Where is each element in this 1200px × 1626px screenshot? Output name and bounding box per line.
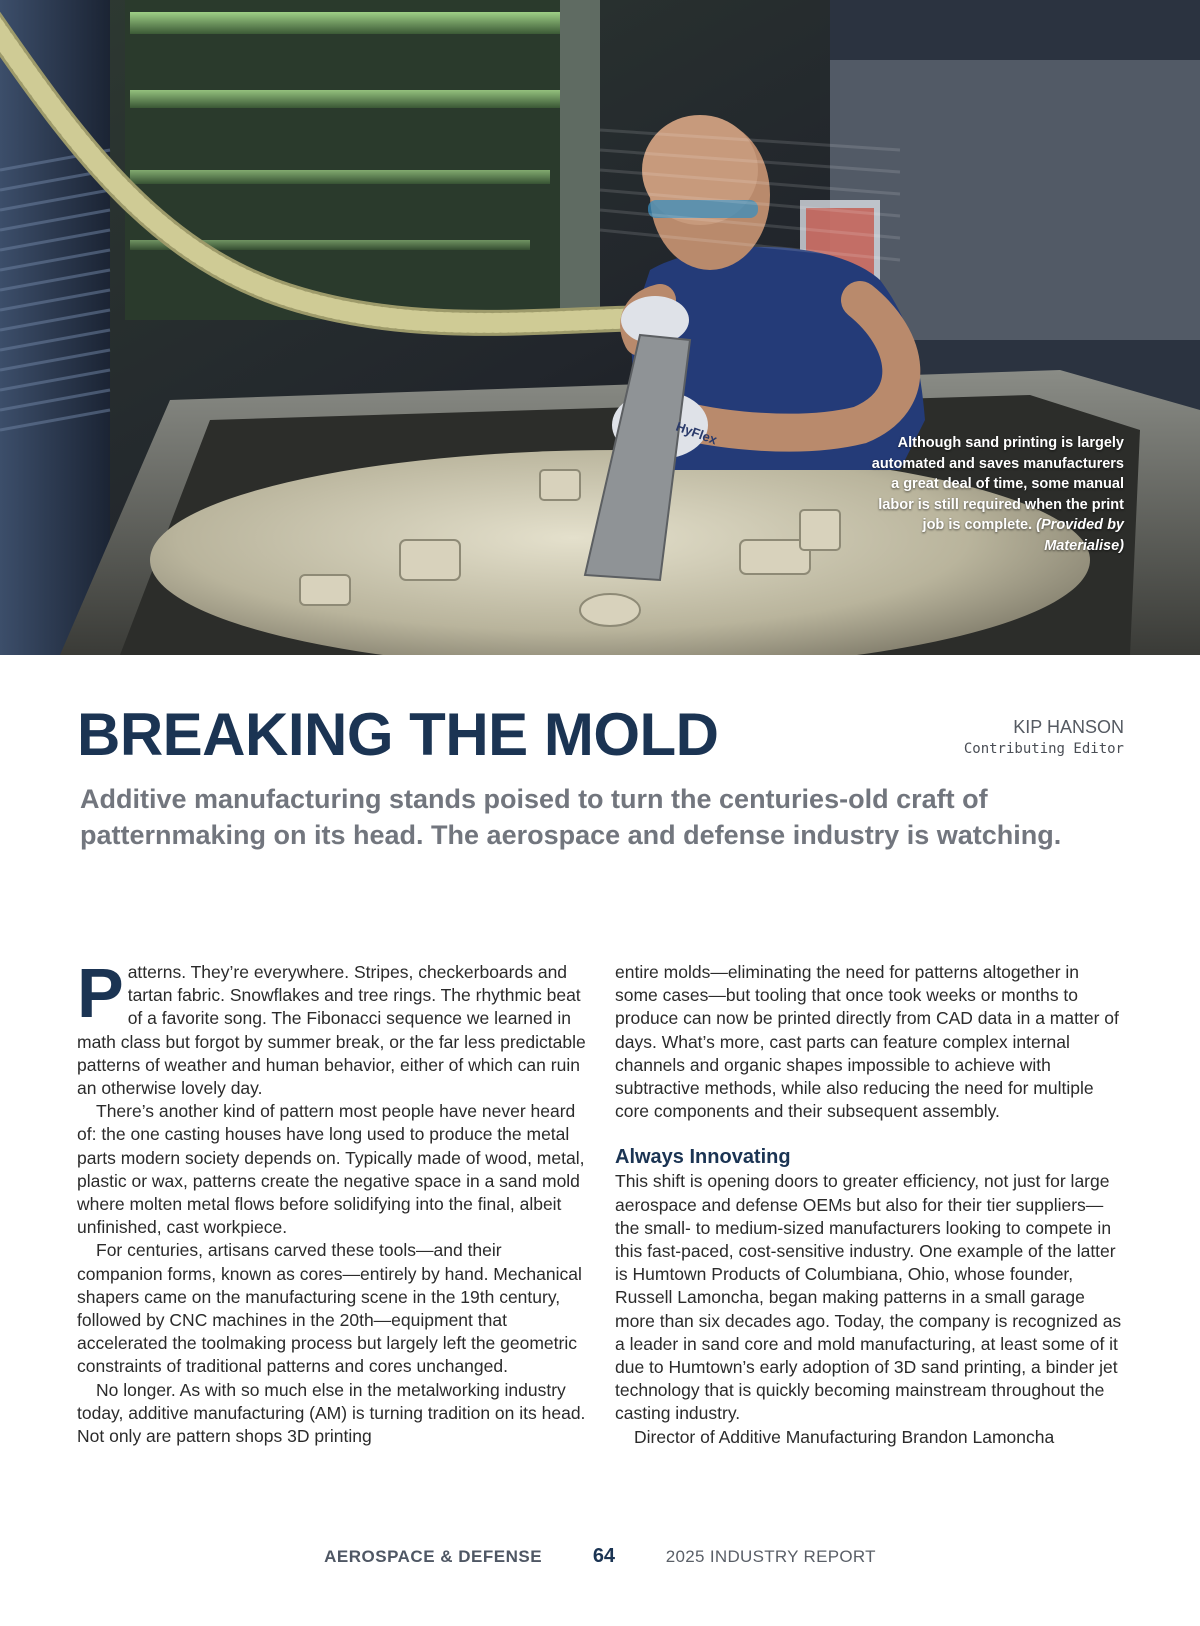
caption-credit: (Provided by Materialise) [1036, 517, 1124, 554]
sand-printing-photo-illustration [0, 0, 1200, 655]
drop-cap: P [77, 954, 124, 1032]
page-footer [0, 1545, 1200, 1568]
footer-report: 2025 INDUSTRY REPORT [665, 1547, 876, 1566]
paragraph-4: No longer. As with so much else in the metalworking industry today, additive manufacturing (AM) is turning tradition on its head. Not only are pattern shops 3D printing [77, 1379, 586, 1447]
paragraph-5: entire molds—eliminating the need for patterns altogether in some cases—but tooling that once took weeks or months to produce can now be printed directly from CAD data in a matter of days. What’s more, cast parts can feature complex internal channels and organic shapes impossible to achieve with subtractive methods, while also reducing the need for multiple core components and their subsequent assembly. [615, 962, 1119, 1122]
paragraph-1-text: atterns. They’re everywhere. Stripes, checkerboards and tartan fabric. Snowflakes and tree rings. The rhythmic beat of a favorite song. The Fibonacci sequence we learned in math class but forgot by summer break, or the far less predictable patterns of weather and human behavior, either of which can ruin an otherwise lovely day. [77, 962, 586, 1099]
article-deck: Additive manufacturing stands poised to turn the centuries-old craft of patternmaking on its head. The aerospace and defense industry is watching. [80, 784, 1062, 850]
photo-caption [864, 433, 1124, 556]
paragraph-7: Director of Additive Manufacturing Brandon Lamoncha [634, 1426, 1055, 1447]
caption-text: Although sand printing is largely automated and saves manufacturers a great deal of time, some manual labor is still required when the print job is complete. [871, 435, 1124, 533]
paragraph-6: This shift is opening doors to greater efficiency, not just for large aerospace and defense OEMs but also for their tier suppliers—the small- to medium-sized manufacturers looking to compete in this fast-paced, cost-sensitive industry. One example of the latter is Humtown Products of Columbiana, Ohio, whose founder, Russell Lamoncha, began making patterns in a small garage more than six decades ago. Today, the company is recognized as a leader in sand core and mold manufacturing, at least some of it due to Humtown’s early adoption of 3D sand printing, a binder jet technology that is quickly becoming mainstream throughout the casting industry. [615, 1171, 1122, 1424]
paragraph-3: For centuries, artisans carved these tools—and their companion forms, known as cores—entirely by hand. Mechanical shapers came on the manufacturing scene in the 19th century, followed by CNC machines in the 20th—equipment that accelerated the toolmaking process but largely left the geometric constraints of traditional patterns and cores unchanged. [77, 1240, 582, 1377]
byline [964, 716, 1124, 760]
hero-photo [0, 0, 1200, 655]
body-column-left [77, 954, 587, 1448]
author-name: KIP HANSON [1013, 717, 1124, 737]
glove-brand-text: HyFlex [673, 418, 720, 448]
footer-page-number: 64 [592, 1545, 616, 1567]
paragraph-1 [77, 954, 587, 1100]
article-headline: BREAKING THE MOLD [77, 701, 719, 768]
paragraph-2: There’s another kind of pattern most people have never heard of: the one casting houses have long used to produce the metal parts modern society depends on. Typically made of wood, metal, plastic or wax, patterns create the negative space in a sand mold where molten metal flows before solidifying into the final, albeit unfinished, cast workpiece. [77, 1101, 585, 1238]
body-column-right [615, 961, 1125, 1449]
author-role: Contributing Editor [963, 741, 1124, 757]
footer-publication: AEROSPACE & DEFENSE [324, 1547, 543, 1566]
section-subhead: Always Innovating [615, 1146, 791, 1169]
